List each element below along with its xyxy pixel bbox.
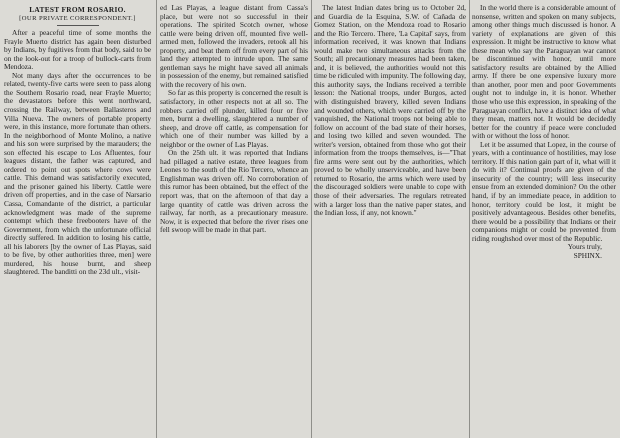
paragraph: In the world there is a considerable amount of nonsense, written and spoken on many subjects, among other things much discussed is honor. A variety of explanations are given of this expression. It might be instructive to know what these mean who say the Paraguayan war cannot be discontinued with honor, until more satisfactory results are obtained by the Allied army. If there be one expensive luxury more than another, poor men and poor Governments ought not to indulge in, it is honor. Whether those who use this expression, in speaking of the Paraguayan conflict, have a distinct idea of what they mean, matters not. It would be decidedly better for the country if peace were concluded with or without the loss of honor. [472, 4, 616, 141]
column-rule [311, 0, 312, 438]
paragraph: So far as this property is concerned the result is satisfactory, in other respects not at all so. The robbers carried off plunder, killed four or five men, burnt a dwelling, slaughtered a number of sheep, and drove off cattle, as compensation for which one of their number was killed by a neighbor or the owner of Las Playas. [160, 88, 308, 149]
paragraph: ed Las Playas, a league distant from Cassa's place, but were not so successful in their operations. The spirited Scotch owner, whose cattle were being driven off, mounted five well-armed men, followed the invaders, retook all his property, and beat them off from every part of his land they attempted to intrude upon. The same gentleman says he might have saved all animals in possession of the enemy, but remained satisfied with the recovery of his own. [160, 4, 308, 89]
column-1 [4, 4, 151, 436]
subheadline: [OUR PRIVATE CORRESPONDENT.] [19, 14, 136, 22]
column-4 [472, 4, 616, 436]
headline: LATEST FROM ROSARIO. [29, 5, 126, 14]
column-3 [314, 4, 466, 436]
paragraph: The latest Indian dates bring us to October 2d, and Guardia de la Esquina, S.W. of Cañada de Gomez Station, on the Mendoza road to Rosario and the Rio Tercero. There, 'La Capital' says, from information received, it was known that Indians would make two simultaneous attacks from the South; all precautionary measures had been taken, and, it is believed, the authorities would not this time be ridiculed with impunity. The following day, this authority says, the Indians received a terrible lesson: the National troops, under Burgos, acted with distinguished bravery, killed seven Indians and wounded others, which were carried off by the vanquished, the National troops not being able to follow on account of the bad state of their horses, and losing two killed and seven wounded. The writer's version, obtained from those who got their information from the troops themselves, is—"That fire arms were sent out by the authorities, which proved to be wholly unserviceable, and have been returned to Rosario, the arms which were used by the discouraged soldiers were unable to cope with those of their adversaries. The regulars retreated with a larger loss than the native paper states, and the Indian loss, if any, not known." [314, 4, 466, 218]
paragraph: On the 25th ult. it was reported that Indians had pillaged a native estate, three leagues from Leones to the south of the Rio Tercero, whence an Englishman was driven off. No corroboration of this rumor has been obtained, but the effect of the report was, that on the afternoon of that day a large quantity of cattle was driven across the railway, far north, as a precautionary measure. Now, it is expected that before the river rises one fell swoop will be made in that part. [160, 148, 308, 235]
closing: Yours truly, [567, 242, 602, 252]
paragraph: Not many days after the occurrences to be related, twenty-five carts were seen to pass along the Southern Rosario road, near Frayle Muerto; the devastators before this went northward, crossing the Railway, between Ballasteros and Villa Nueva. The owners of portable property were, in this instance, more fortunate than others. In the neighborhood of Monte Molino, a native and his son were surprised by the marauders; the son effected his escape to Los Afluentes, four leagues distant, the father was captured, and ordered to point out spots where cows were cattle. This demand was satisfactorily executed, and the prisoner gained his liberty. Cattle were driven off properties, and in the case of Narsario Cassa, Comandante of the district, a particular acknowledgment was made of the supreme contempt which these freebooters have of the Government, from which the unfortunate official directly suffered. In addition to losing his cattle, all his laborers [by the owner of Las Playas, said to be five, by other authorities three, men] were murdered, his house burnt, and sheep slaughtered. The banditti on the 23d ult., visit- [4, 70, 151, 277]
column-2 [160, 4, 308, 436]
signature: SPHINX. [573, 250, 602, 260]
column-rule [469, 0, 470, 438]
paragraph: Let it be assumed that Lopez, in the course of years, with a continuance of hostilities, may lose territory. If this nation gain part of it, what will it do with it? Continual proofs are given of the insecurity of the country; will less insecurity ensue from an extended dominion? On the other hand, if by an immediate peace, in addition to honor, territory could be lost, it might be positively advantageous. Besides other benefits, there would be a possibility that Indians or their companions might or could be prevented from riding roughshod over most of the Republic. [472, 139, 616, 243]
headline-divider [57, 25, 99, 26]
column-rule [156, 0, 157, 438]
paragraph: After a peaceful time of some months the Frayle Muerto district has again been disturbed by Indians, by fugitives from that body, said to be on the look-out for a troop of bullock-carts from Mendoza. [4, 28, 151, 72]
